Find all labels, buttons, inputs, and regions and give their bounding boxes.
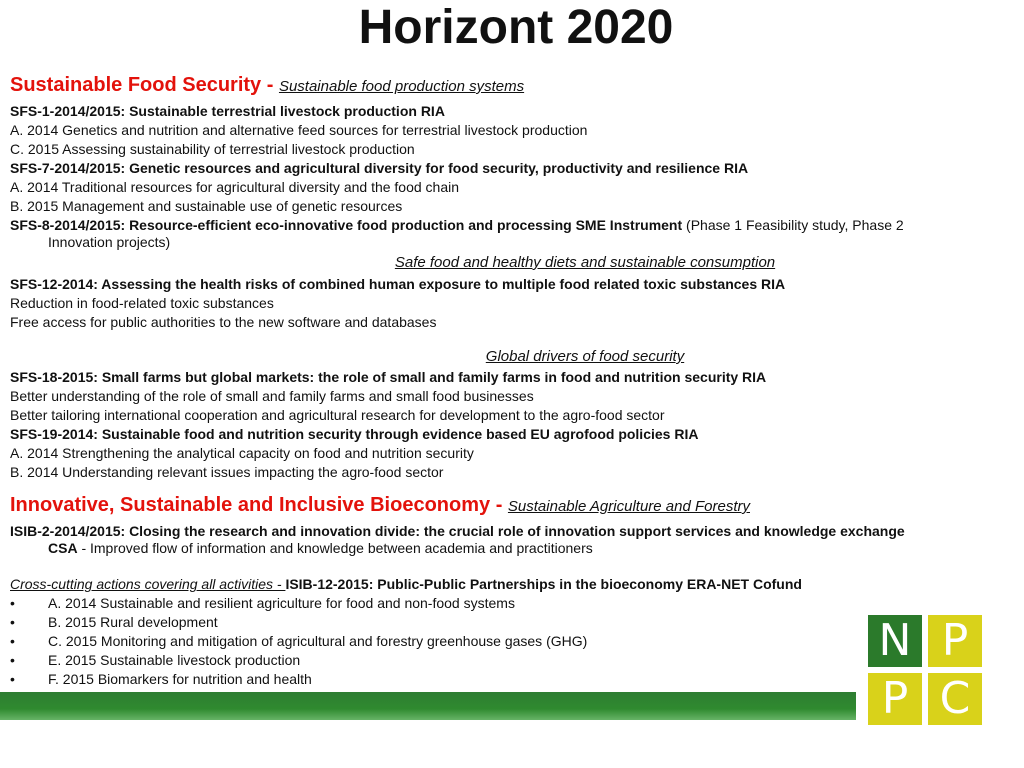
page-title: Horizont 2020	[358, 1, 674, 54]
safe-food-lines	[10, 275, 1020, 332]
logo-tile-p2: P	[868, 673, 922, 725]
sfs8-note: (Phase 1 Feasibility study, Phase 2	[682, 217, 904, 233]
global-drivers-line: Better understanding of the role of small and family farms and small food businesses	[10, 388, 534, 404]
isib2-continuation	[10, 541, 1020, 555]
bullet-text: C. 2015 Monitoring and mitigation of agricultural and forestry greenhouse gases (GHG)	[48, 633, 588, 649]
isib2-title: ISIB-2-2014/2015: Closing the research and innovation divide: the crucial role of innovation support services and knowledge exchange	[10, 523, 905, 539]
global-drivers-line: SFS-19-2014: Sustainable food and nutrition security through evidence based EU agrofood policies RIA	[10, 426, 699, 442]
sfs8-title: SFS-8-2014/2015: Resource-efficient eco-innovative food production and processing SME Instrument	[10, 217, 683, 233]
sfs8-row	[10, 216, 1020, 235]
sfs8-continuation: Innovation projects)	[48, 234, 171, 250]
bullet-text: A. 2014 Sustainable and resilient agriculture for food and non-food systems	[48, 595, 515, 611]
global-drivers-line: B. 2014 Understanding relevant issues impacting the agro-food sector	[10, 464, 444, 480]
sfs-lines	[10, 102, 1020, 216]
safe-food-heading: Safe food and healthy diets and sustainable consumption	[394, 254, 776, 271]
sfs-line: C. 2015 Assessing sustainability of terrestrial livestock production	[10, 141, 415, 157]
global-drivers-line: A. 2014 Strengthening the analytical capacity on food and nutrition security	[10, 445, 474, 461]
content	[10, 70, 1020, 689]
global-drivers-line: Better tailoring international cooperation and agricultural research for development to the agro-food sector	[10, 407, 665, 423]
safe-food-line: Reduction in food-related toxic substances	[10, 295, 274, 311]
sfs-heading: Sustainable Food Security	[10, 74, 262, 96]
isib2-csa: CSA	[48, 540, 78, 556]
bullet-icon: •	[10, 671, 15, 687]
bullet-text: E. 2015 Sustainable livestock production	[48, 652, 301, 668]
nppc-logo	[868, 615, 984, 725]
sfs-subtitle: Sustainable food production systems	[278, 78, 525, 95]
bullet-text: B. 2015 Rural development	[48, 614, 218, 630]
bullet-icon: •	[10, 633, 15, 649]
logo-tile-n: N	[868, 615, 922, 667]
bullet-text: F. 2015 Biomarkers for nutrition and health	[48, 671, 312, 687]
sfs-heading-row	[10, 70, 1020, 102]
isib2-description: - Improved flow of information and knowledge between academia and practitioners	[77, 540, 593, 556]
sfs-line: A. 2014 Traditional resources for agricultural diversity and the food chain	[10, 179, 460, 195]
footer-green-bar	[0, 692, 856, 720]
cross-cutting-label: Cross-cutting actions covering all activities -	[10, 576, 286, 592]
sfs-dash: -	[261, 74, 279, 96]
isib-subtitle: Sustainable Agriculture and Forestry	[507, 498, 750, 515]
bullet-item	[10, 594, 1020, 613]
bullet-icon: •	[10, 652, 15, 668]
sfs-line: A. 2014 Genetics and nutrition and alternative feed sources for terrestrial livestock production	[10, 122, 588, 138]
bullet-icon: •	[10, 595, 15, 611]
cross-cutting-row	[10, 575, 1020, 594]
sfs-line: SFS-1-2014/2015: Sustainable terrestrial livestock production RIA	[10, 103, 445, 119]
isib-dash: -	[490, 494, 508, 516]
global-drivers-lines	[10, 368, 1020, 482]
global-drivers-line: SFS-18-2015: Small farms but global markets: the role of small and family farms in food and nutrition security RIA	[10, 369, 767, 385]
sfs-line: B. 2015 Management and sustainable use of genetic resources	[10, 198, 403, 214]
safe-food-line: Free access for public authorities to the new software and databases	[10, 314, 437, 330]
logo-tile-p1: P	[928, 615, 982, 667]
logo-tile-c: C	[928, 673, 982, 725]
isib12-title: ISIB-12-2015: Public-Public Partnerships in the bioeconomy ERA-NET Cofund	[285, 576, 802, 592]
bullet-icon: •	[10, 614, 15, 630]
isib-heading-row	[10, 490, 1020, 522]
isib-heading: Innovative, Sustainable and Inclusive Bioeconomy	[10, 494, 491, 516]
safe-food-line: SFS-12-2014: Assessing the health risks of combined human exposure to multiple food related toxic substances RIA	[10, 276, 786, 292]
sfs-line: SFS-7-2014/2015: Genetic resources and agricultural diversity for food security, productivity and resilience RIA	[10, 160, 749, 176]
global-drivers-heading: Global drivers of food security	[485, 348, 685, 365]
